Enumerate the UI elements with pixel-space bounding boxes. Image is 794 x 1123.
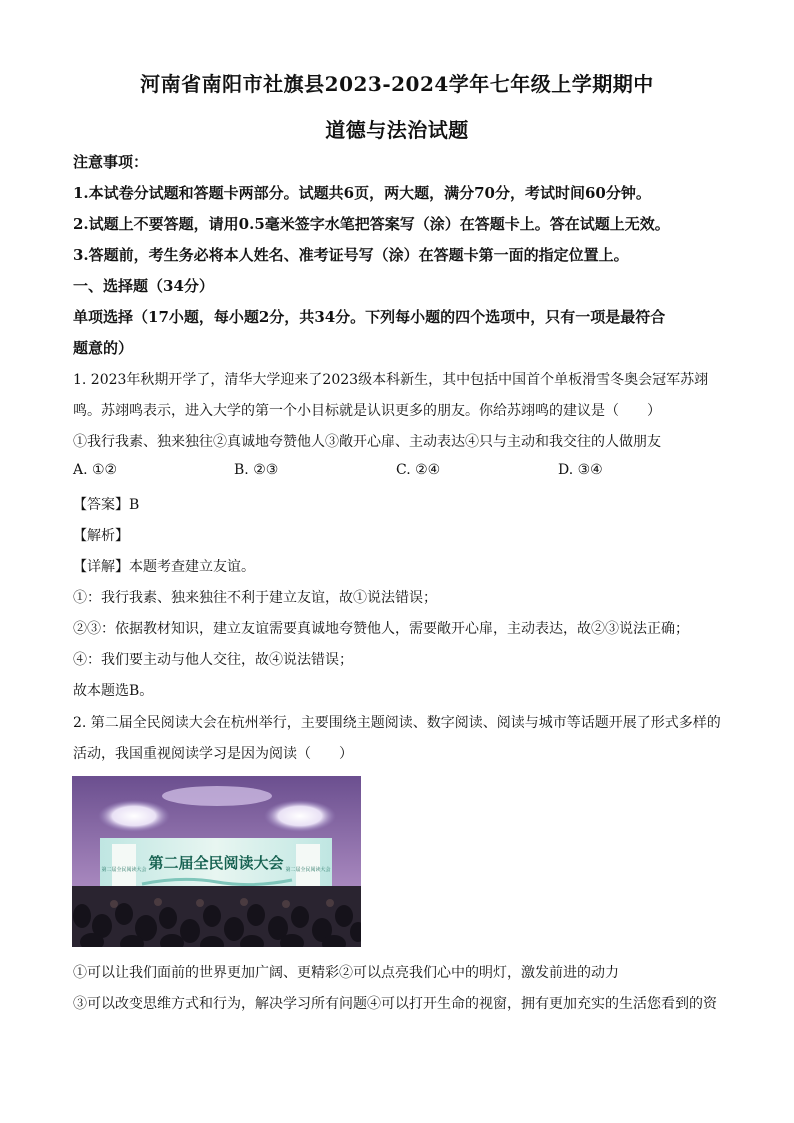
question-statements: ①我行我素、独来独往②真诚地夸赞他人③敞开心扉、主动表达④只与主动和我交往的人做朋友: [73, 434, 661, 450]
notice-item: 3.答题前，考生务必将本人姓名、准考证号写（涂）在答题卡第一面的指定位置上。: [73, 246, 629, 264]
explain-text: ④：我们要主动与他人交往，故④说法错误；: [73, 652, 353, 668]
notice-item: 1.本试卷分试题和答题卡两部分。试题共6页，两大题，满分70分，考试时间60分钟。: [73, 184, 651, 202]
banner-left-text: 第二届全民阅读大会: [101, 867, 147, 873]
explain-text: ①：我行我素、独来独往不利于建立友谊，故①说法错误；: [73, 590, 437, 606]
detail-text: 【详解】本题考查建立友谊。: [73, 559, 255, 575]
banner-main-text: 第二届全民阅读大会: [148, 854, 284, 872]
option-c: C. ②④: [396, 462, 441, 478]
question-stem: 鸣。苏翊鸣表示，进入大学的第一个小目标就是认识更多的朋友。你给苏翊鸣的建议是（ ）: [73, 403, 661, 419]
question-statements: ③可以改变思维方式和行为，解决学习所有问题④可以打开生命的视窗，拥有更加充实的生活您看到的资: [73, 996, 717, 1012]
exam-title: 河南省南阳市社旗县2023-2024学年七年级上学期期中: [140, 72, 654, 96]
notice-item: 2.试题上不要答题，请用0.5毫米签字水笔把答案写（涂）在答题卡上。答在试题上无效。: [73, 215, 670, 233]
reading-conference-photo: [72, 776, 361, 947]
option-d: D. ③④: [558, 462, 603, 478]
exam-subtitle: 道德与法治试题: [325, 118, 469, 142]
answer-label: 【答案】B: [73, 497, 140, 513]
option-a: A. ①②: [73, 462, 118, 478]
section-title: 一、选择题（34分）: [73, 277, 214, 295]
notice-heading: 注意事项：: [73, 153, 149, 171]
question-stem: 活动，我国重视阅读学习是因为阅读（ ）: [73, 746, 353, 762]
question-stem: 1. 2023年秋期开学了，清华大学迎来了2023级本科新生，其中包括中国首个单板滑雪冬奥会冠军苏翊: [73, 372, 709, 388]
conclusion-text: 故本题选B。: [73, 683, 154, 699]
section-instruction: 题意的）: [73, 339, 134, 357]
analysis-label: 【解析】: [73, 528, 129, 544]
section-instruction: 单项选择（17小题，每小题2分，共34分。下列每小题的四个选项中，只有一项是最符合: [73, 308, 666, 326]
option-b: B. ②③: [234, 462, 279, 478]
banner-right-text: 第二届全民阅读大会: [285, 867, 331, 873]
explain-text: ②③：依据教材知识，建立友谊需要真诚地夸赞他人，需要敞开心扉，主动表达，故②③说法正确；: [73, 621, 689, 637]
question-stem: 2. 第二届全民阅读大会在杭州举行，主要围绕主题阅读、数字阅读、阅读与城市等话题开展了形式多样的: [73, 715, 721, 731]
question-statements: ①可以让我们面前的世界更加广阔、更精彩②可以点亮我们心中的明灯，激发前进的动力: [73, 965, 619, 981]
